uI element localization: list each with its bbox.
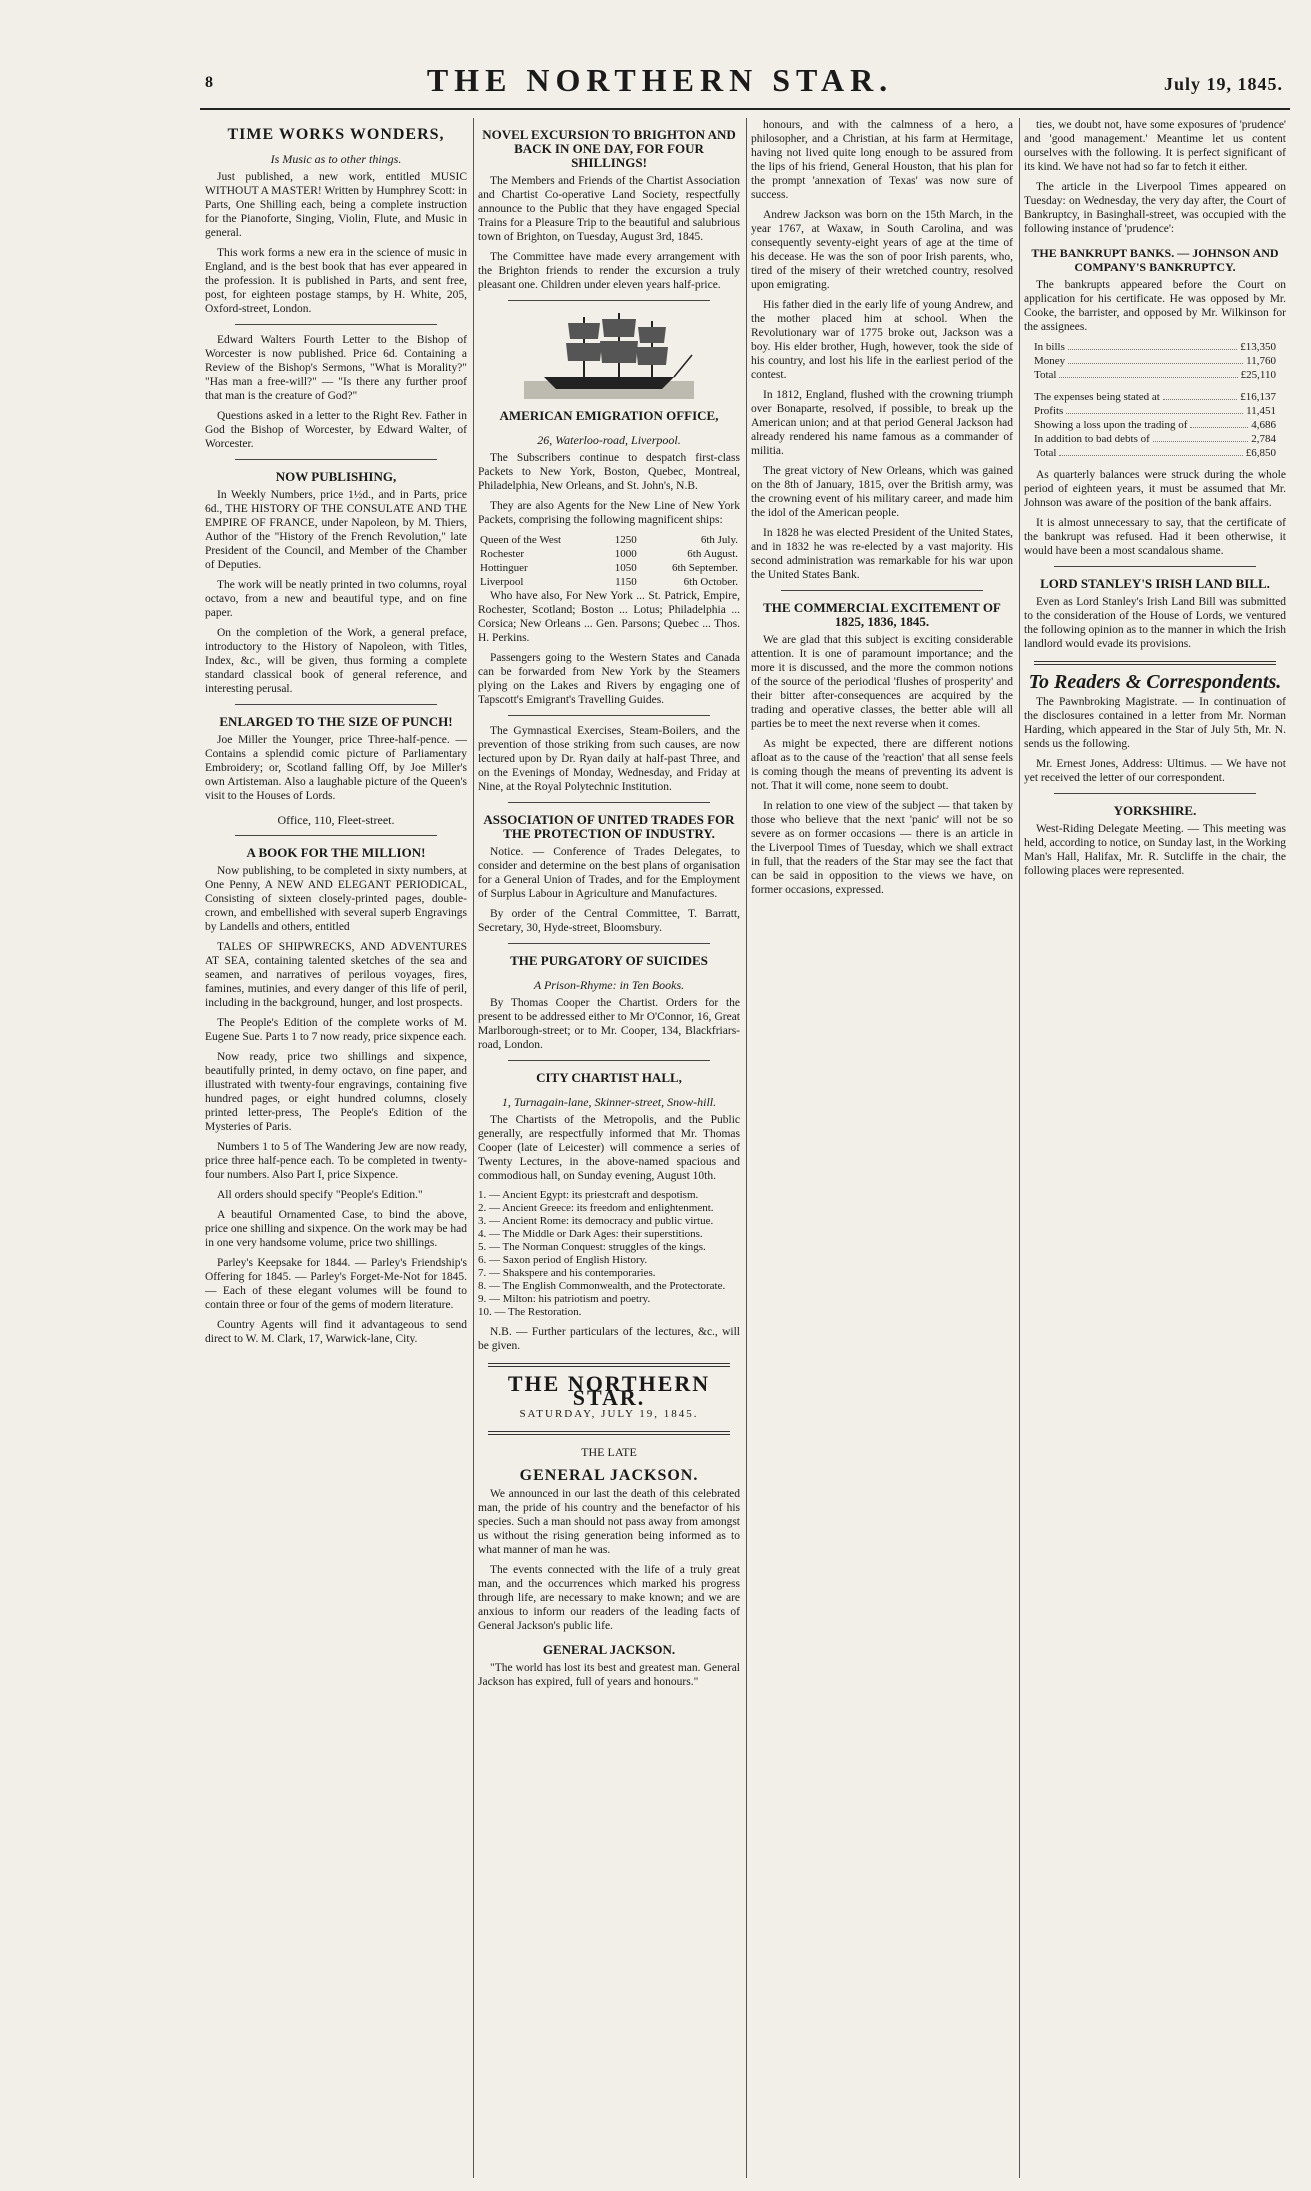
account-value: £16,137 <box>1240 391 1276 403</box>
paragraph: On the completion of the Work, a general preface, introductory to the History of Napoleon, with Titles, Index, &c., will be given, thus forming a complete standard classical book of general reference, and interesting perusal. <box>205 627 467 695</box>
accounts-summary <box>1034 390 1276 460</box>
paragraph: ties, we doubt not, have some exposures of 'prudence' and 'good management.' Meantime let us content ourselves with the following. It is perfect significant of its kind. We have not had so far to fetch it either. <box>1024 119 1286 173</box>
paragraph: In 1828 he was elected President of the United States, and in 1832 he was re-elected by a vast majority. His second administration was remarkable for his war upon the United States Bank. <box>751 527 1013 581</box>
subheadline: 26, Waterloo-road, Liverpool. <box>537 433 681 447</box>
newspaper-title: THE NORTHERN STAR. <box>426 62 894 98</box>
paragraph: The work will be neatly printed in two columns, royal octavo, from a new and beautiful type, and on fine paper. <box>205 579 467 619</box>
column-separator <box>473 118 474 2178</box>
account-line <box>1034 446 1276 460</box>
subheadline: 1, Turnagain-lane, Skinner-street, Snow-hill. <box>501 1095 717 1109</box>
divider <box>508 943 710 944</box>
column-2 <box>478 118 740 2178</box>
paragraph: Even as Lord Stanley's Irish Land Bill was submitted to the consideration of the House of Lords, we ventured the following opinion as to the manner in which the Irish landlord would evade its provisions. <box>1024 596 1286 650</box>
divider <box>235 324 437 325</box>
column-separator <box>746 118 747 2178</box>
account-line <box>1034 418 1276 432</box>
headline: CITY CHARTIST HALL, <box>536 1070 682 1085</box>
divider <box>488 1363 730 1367</box>
paragraph: The People's Edition of the complete works of M. Eugene Sue. Parts 1 to 7 now ready, price sixpence each. <box>205 1017 467 1043</box>
paragraph: Edward Walters Fourth Letter to the Bishop of Worcester is now published. Price 6d. Containing a Review of the Bishop's Sermons, "What is Morality?" "Has man a free-will?" — "Is there any further proof that man is the creature of God?" <box>205 334 467 402</box>
paragraph: TALES OF SHIPWRECKS, AND ADVENTURES AT SEA, containing talented sketches of the sea and seamen, and narratives of perilous voyages, fires, famines, mutinies, and every danger of this life of peril, including in the background, hunger, and lost prospects. <box>205 941 467 1009</box>
masthead-rule <box>200 108 1290 110</box>
account-label: Money <box>1034 355 1066 367</box>
account-label: In bills <box>1034 341 1065 353</box>
paragraph: As might be expected, there are different notions afloat as to the cause of the 'reaction' that all sense feels is coming though the means of preventing its advent is not. That it will come, none seem to doubt. <box>751 738 1013 792</box>
paragraph: In Weekly Numbers, price 1½d., and in Parts, price 6d., THE HISTORY OF THE CONSULATE AND THE EMPIRE OF FRANCE, under Napoleon, by M. Thiers, Author of the "History of the French Revolution," late President of the Council, and Member of the Chamber of Deputies. <box>205 489 467 571</box>
paragraph: Country Agents will find it advantageous to send direct to W. M. Clark, 17, Warwick-lane, City. <box>205 1319 467 1345</box>
ship-name: Hottinguer <box>480 562 528 574</box>
paragraph: By Thomas Cooper the Chartist. Orders for the present to be addressed either to Mr O'Connor, 16, Great Marlborough-street; or to Mr. Cooper, 134, Blackfriars-road, London. <box>478 997 740 1051</box>
divider <box>1034 661 1276 665</box>
table-row <box>478 561 740 575</box>
divider <box>508 715 710 716</box>
paragraph: We announced in our last the death of this celebrated man, the pride of his country and the benefactor of his species. Such a man should not pass away from amongst us without the rising generation being informed as to what manner of man he was. <box>478 1488 740 1556</box>
account-value: 11,760 <box>1246 355 1276 367</box>
headline: AMERICAN EMIGRATION OFFICE, <box>499 408 719 423</box>
paragraph: The Members and Friends of the Chartist Association and Chartist Co-operative Land Society, respectfully announce to the Public that they have engaged Special Trains for a Pleasure Trip to the beautiful and salubrious town of Brighton, on Tuesday, August 3rd, 1845. <box>478 175 740 243</box>
account-value: 11,451 <box>1246 405 1276 417</box>
list-item: 5. — The Norman Conquest: struggles of the kings. <box>478 1241 706 1253</box>
account-label: Showing a loss upon the trading of <box>1034 419 1188 431</box>
paragraph: As quarterly balances were struck during the whole period of eighteen years, it must be assumed that Mr. Johnson was aware of the position of the bank affairs. <box>1024 469 1286 509</box>
paragraph: The great victory of New Orleans, which was gained on the 8th of January, 1815, over the British army, was the crowning event of his military career, and made him the idol of the American people. <box>751 465 1013 519</box>
headline: NOVEL EXCURSION TO BRIGHTON AND BACK IN ONE DAY, FOR FOUR SHILLINGS! <box>482 127 736 170</box>
paragraph: N.B. — Further particulars of the lectures, &c., will be given. <box>478 1326 740 1352</box>
headline: GENERAL JACKSON. <box>542 1642 676 1657</box>
paragraph: By order of the Central Committee, T. Barratt, Secretary, 30, Hyde-street, Bloomsbury. <box>478 908 740 934</box>
ship-sail-date: 6th August. <box>687 548 738 560</box>
paragraph: Mr. Ernest Jones, Address: Ultimus. — We have not yet received the letter of our correspondent. <box>1024 758 1286 784</box>
paragraph: We are glad that this subject is exciting considerable attention. It is one of paramount importance; and the more it is discussed, and the more the common notions of the source of the periodical 'flushes of prosperity' and their bitter after-consequences are acquired by the trading and operative classes, the better able will all parties be to meet the next reverse when it comes. <box>751 634 1013 730</box>
paragraph: Parley's Keepsake for 1844. — Parley's Friendship's Offering for 1845. — Parley's Forget-Me-Not for 1845. — Each of these elegant volumes will be found to contain three or four of the gems of modern literature. <box>205 1257 467 1311</box>
paragraph: In relation to one view of the subject — that taken by those who believe that the next 'panic' will not be so severe as on former occasions — there is an article in the Liverpool Times of Tuesday, which we shall extract in full, that the readers of the Star may see the fact that can be said in opposition to the views we have, on former occasions, expressed. <box>751 800 1013 896</box>
table-row <box>478 547 740 561</box>
account-value: £13,350 <box>1240 341 1276 353</box>
headline: THE BANKRUPT BANKS. — JOHNSON AND COMPANY'S BANKRUPTCY. <box>1031 246 1279 274</box>
list-item: 4. — The Middle or Dark Ages: their superstitions. <box>478 1228 703 1240</box>
list-item: 6. — Saxon period of English History. <box>478 1254 648 1266</box>
column-1 <box>205 118 467 2178</box>
account-label: The expenses being stated at <box>1034 391 1160 403</box>
paragraph: The events connected with the life of a truly great man, and the occurrences which marked his progress through life, are necessary to make known; and we are anxious to inform our readers of the leading facts of General Jackson's public life. <box>478 1564 740 1632</box>
paragraph: Just published, a new work, entitled MUSIC WITHOUT A MASTER! Written by Humphrey Scott: in Parts, One Shilling each, being a complete instruction for the Pianoforte, Singing, Violin, Flute, and Music in general. <box>205 171 467 239</box>
paragraph: The Subscribers continue to despatch first-class Packets to New York, Boston, Quebec, Montreal, Philadelphia, New Orleans, and St. John's, N.B. <box>478 452 740 492</box>
account-line <box>1034 390 1276 404</box>
headline: A BOOK FOR THE MILLION! <box>246 845 426 860</box>
subheadline: A Prison-Rhyme: in Ten Books. <box>533 978 685 992</box>
paragraph: The Pawnbroking Magistrate. — In continuation of the disclosures contained in a letter from Mr. Norman Harding, which appeared in the Star of July 5th, Mr. N. sends us the following. <box>1024 696 1286 750</box>
column-4 <box>1024 118 1286 2178</box>
divider <box>235 704 437 705</box>
ship-sail-date: 6th October. <box>683 576 738 588</box>
headline: THE COMMERCIAL EXCITEMENT OF 1825, 1836, 1845. <box>763 600 1001 629</box>
paragraph: West-Riding Delegate Meeting. — This meeting was held, according to notice, on Sunday last, in the Working Man's Hall, Halifax, Mr. R. Sutcliffe in the chair, the following places were represented. <box>1024 823 1286 877</box>
correspondents-heading: To Readers & Correspondents. <box>1028 671 1282 693</box>
ships-table <box>478 533 740 589</box>
ship-name: Rochester <box>480 548 524 560</box>
section-paper-date: SATURDAY, JULY 19, 1845. <box>519 1408 699 1420</box>
account-label: Profits <box>1034 405 1064 417</box>
headline: NOW PUBLISHING, <box>275 469 397 484</box>
ship-tons: 1250 <box>614 534 637 546</box>
account-line <box>1034 368 1276 382</box>
divider <box>508 300 710 301</box>
headline: ASSOCIATION OF UNITED TRADES FOR THE PROTECTION OF INDUSTRY. <box>483 812 735 841</box>
accounts-summary <box>1034 340 1276 382</box>
paragraph: Andrew Jackson was born on the 15th March, in the year 1767, at Waxaw, in South Carolina, and was consequently seventy-eight years of age at the time of his decease. He was the son of poor Irish parents, who, tired of the misery of their wretched country, resolved upon emigrating. <box>751 209 1013 291</box>
list-item: 2. — Ancient Greece: its freedom and enlightenment. <box>478 1202 714 1214</box>
account-value: £6,850 <box>1245 447 1276 459</box>
headline: TIME WORKS WONDERS, <box>227 126 445 143</box>
account-label: Total <box>1034 369 1057 381</box>
divider <box>235 459 437 460</box>
paragraph: Now publishing, to be completed in sixty numbers, at One Penny, A NEW AND ELEGANT PERIODICAL, Consisting of sixteen closely-printed pages, double-crown, and embellished with several superb Engravings by Landells and others, entitled <box>205 865 467 933</box>
paragraph: The bankrupts appeared before the Court on application for his certificate. He was opposed by Mr. Cooke, the barrister, and opposed by Mr. Wilkinson for the assignees. <box>1024 279 1286 333</box>
section-paper-title: THE NORTHERN STAR. <box>507 1371 711 1410</box>
account-label: In addition to bad debts of <box>1034 433 1150 445</box>
page-number: 8 <box>205 74 213 91</box>
headline: THE PURGATORY OF SUICIDES <box>510 953 708 968</box>
paragraph: honours, and with the calmness of a hero, a philosopher, and a Christian, at his farm at Hermitage, having not lived quite long enough to be assured from the lips of his friend, General Houston, that his plan for the prompt 'annexation of Texas' was now sure of success. <box>751 119 1013 201</box>
subheadline: THE LATE <box>581 1445 637 1459</box>
table-row <box>478 533 740 547</box>
account-line <box>1034 432 1276 446</box>
paragraph: Now ready, price two shillings and sixpence, beautifully printed, in demy octavo, on fine paper, and illustrated with twenty-four engravings, containing five hundred pages, or eight hundred columns, closely printed letter-press, The People's Edition of the Mysteries of Paris. <box>205 1051 467 1133</box>
list-item: 10. — The Restoration. <box>478 1306 582 1318</box>
paragraph: His father died in the early life of young Andrew, and the mother placed him at school. When the Revolutionary war of 1775 broke out, Jackson was a boy. His elder brother, Hugh, however, took the side of his country, and lost his life in the earliest period of the contest. <box>751 299 1013 381</box>
column-separator <box>1019 118 1020 2178</box>
paragraph: Notice. — Conference of Trades Delegates, to consider and determine on the best plans of organisation for a General Union of Trades, and for the Employment of Surplus Labour in Agriculture and Manufactures. <box>478 846 740 900</box>
headline: YORKSHIRE. <box>1113 803 1197 818</box>
account-value: 4,686 <box>1251 419 1276 431</box>
paragraph: Questions asked in a letter to the Right Rev. Father in God the Bishop of Worcester, by Edward Walter, of Worcester. <box>205 410 467 450</box>
office-address: Office, 110, Fleet-street. <box>277 813 395 827</box>
paragraph: The Committee have made every arrangement with the Brighton friends to render the excursion a truly pleasant one. Children under eleven years half-price. <box>478 251 740 291</box>
divider <box>508 1060 710 1061</box>
paragraph: Passengers going to the Western States and Canada can be forwarded from New York by the Steamers plying on the Lakes and Rivers by engaging one of Tapscott's Emigrant's Travelling Guides. <box>478 652 740 706</box>
list-item: 9. — Milton: his patriotism and poetry. <box>478 1293 651 1305</box>
paragraph: In 1812, England, flushed with the crowning triumph over Bonaparte, resolved, if possible, to break up the American union; and at that period General Jackson had already rendered his name famous as a commander of militia. <box>751 389 1013 457</box>
list-item: 7. — Shakspere and his contemporaries. <box>478 1267 656 1279</box>
headline: LORD STANLEY'S IRISH LAND BILL. <box>1040 576 1270 591</box>
headline: ENLARGED TO THE SIZE OF PUNCH! <box>219 714 453 729</box>
divider <box>235 835 437 836</box>
paragraph: Who have also, For New York ... St. Patrick, Empire, Rochester, Scotland; Boston ... Lotus; Philadelphia ... Corsica; New Orleans ... Gen. Parsons; Quebec ... Thos. H. Perkins. <box>478 590 740 644</box>
lecture-list <box>478 1189 740 1319</box>
divider <box>1054 566 1256 567</box>
account-line <box>1034 354 1276 368</box>
ship-sail-date: 6th September. <box>672 562 738 574</box>
account-line <box>1034 404 1276 418</box>
ship-sail-date: 6th July. <box>700 534 738 546</box>
masthead <box>0 0 1311 118</box>
paragraph: This work forms a new era in the science of music in England, and is the best book that has ever appeared in the profession. It is published in Parts, and sent free, post, for eighteen postage stamps, by H. White, 205, Oxford-street, London. <box>205 247 467 315</box>
list-item: 8. — The English Commonwealth, and the Protectorate. <box>478 1280 726 1292</box>
paragraph: All orders should specify "People's Edition." <box>217 1189 423 1201</box>
paragraph: "The world has lost its best and greatest man. General Jackson has expired, full of years and honours." <box>478 1662 740 1688</box>
divider <box>781 590 983 591</box>
list-item: 3. — Ancient Rome: its democracy and public virtue. <box>478 1215 714 1227</box>
subheadline: Is Music as to other things. <box>270 152 402 166</box>
account-line <box>1034 340 1276 354</box>
paragraph: A beautiful Ornamented Case, to bind the above, price one shilling and sixpence. On the work may be had in one very handsome volume, price two shillings. <box>205 1209 467 1249</box>
sailing-ship-icon <box>524 309 694 399</box>
divider <box>1054 793 1256 794</box>
divider <box>508 802 710 803</box>
paragraph: Joe Miller the Younger, price Three-half-pence. — Contains a splendid comic picture of Parliamentary Embroidery; or, Scotland falling Off, by Joe Miller's own Artisteman. Also a laughable picture of the Queen's visit to the Houses of Lords. <box>205 734 467 802</box>
paragraph: The Chartists of the Metropolis, and the Public generally, are respectfully informed that Mr. Thomas Cooper (late of Leicester) will commence a series of Twenty Lectures, in the above-named spacious and commodious hall, on Sunday evening, August 10th. <box>478 1114 740 1182</box>
account-value: 2,784 <box>1251 433 1276 445</box>
account-value: £25,110 <box>1240 369 1276 381</box>
headline: GENERAL JACKSON. <box>519 1467 699 1484</box>
paragraph: Numbers 1 to 5 of The Wandering Jew are now ready, price three half-pence each. To be completed in twenty-four numbers. Also Part I, price Sixpence. <box>205 1141 467 1181</box>
ship-name: Queen of the West <box>480 534 562 546</box>
paragraph: The Gymnastical Exercises, Steam-Boilers, and the prevention of those striking from such causes, are now lectured upon by Dr. Ryan daily at half-past Three, and on the Evenings of Monday, Wednesday, and Friday at Nine, at the Royal Polytechnic Institution. <box>478 725 740 793</box>
ship-name: Liverpool <box>480 576 524 588</box>
ship-tons: 1000 <box>614 548 637 560</box>
paragraph: The article in the Liverpool Times appeared on Tuesday: on Wednesday, the very day after, the Court of Bankruptcy, in Basinghall-street, was occupied with the following instance of 'prudence': <box>1024 181 1286 235</box>
paragraph: They are also Agents for the New Line of New York Packets, comprising the following magnificent ships: <box>478 500 740 526</box>
issue-date: July 19, 1845. <box>1163 74 1283 94</box>
table-row <box>478 575 740 589</box>
divider <box>488 1431 730 1435</box>
ship-tons: 1050 <box>614 562 637 574</box>
account-label: Total <box>1034 447 1057 459</box>
ship-tons: 1150 <box>615 576 637 588</box>
paragraph: It is almost unnecessary to say, that the certificate of the bankrupt was refused. Had it been otherwise, it would have been a most scandalous shame. <box>1024 517 1286 557</box>
list-item: 1. — Ancient Egypt: its priestcraft and despotism. <box>478 1189 699 1201</box>
column-3 <box>751 118 1013 2178</box>
